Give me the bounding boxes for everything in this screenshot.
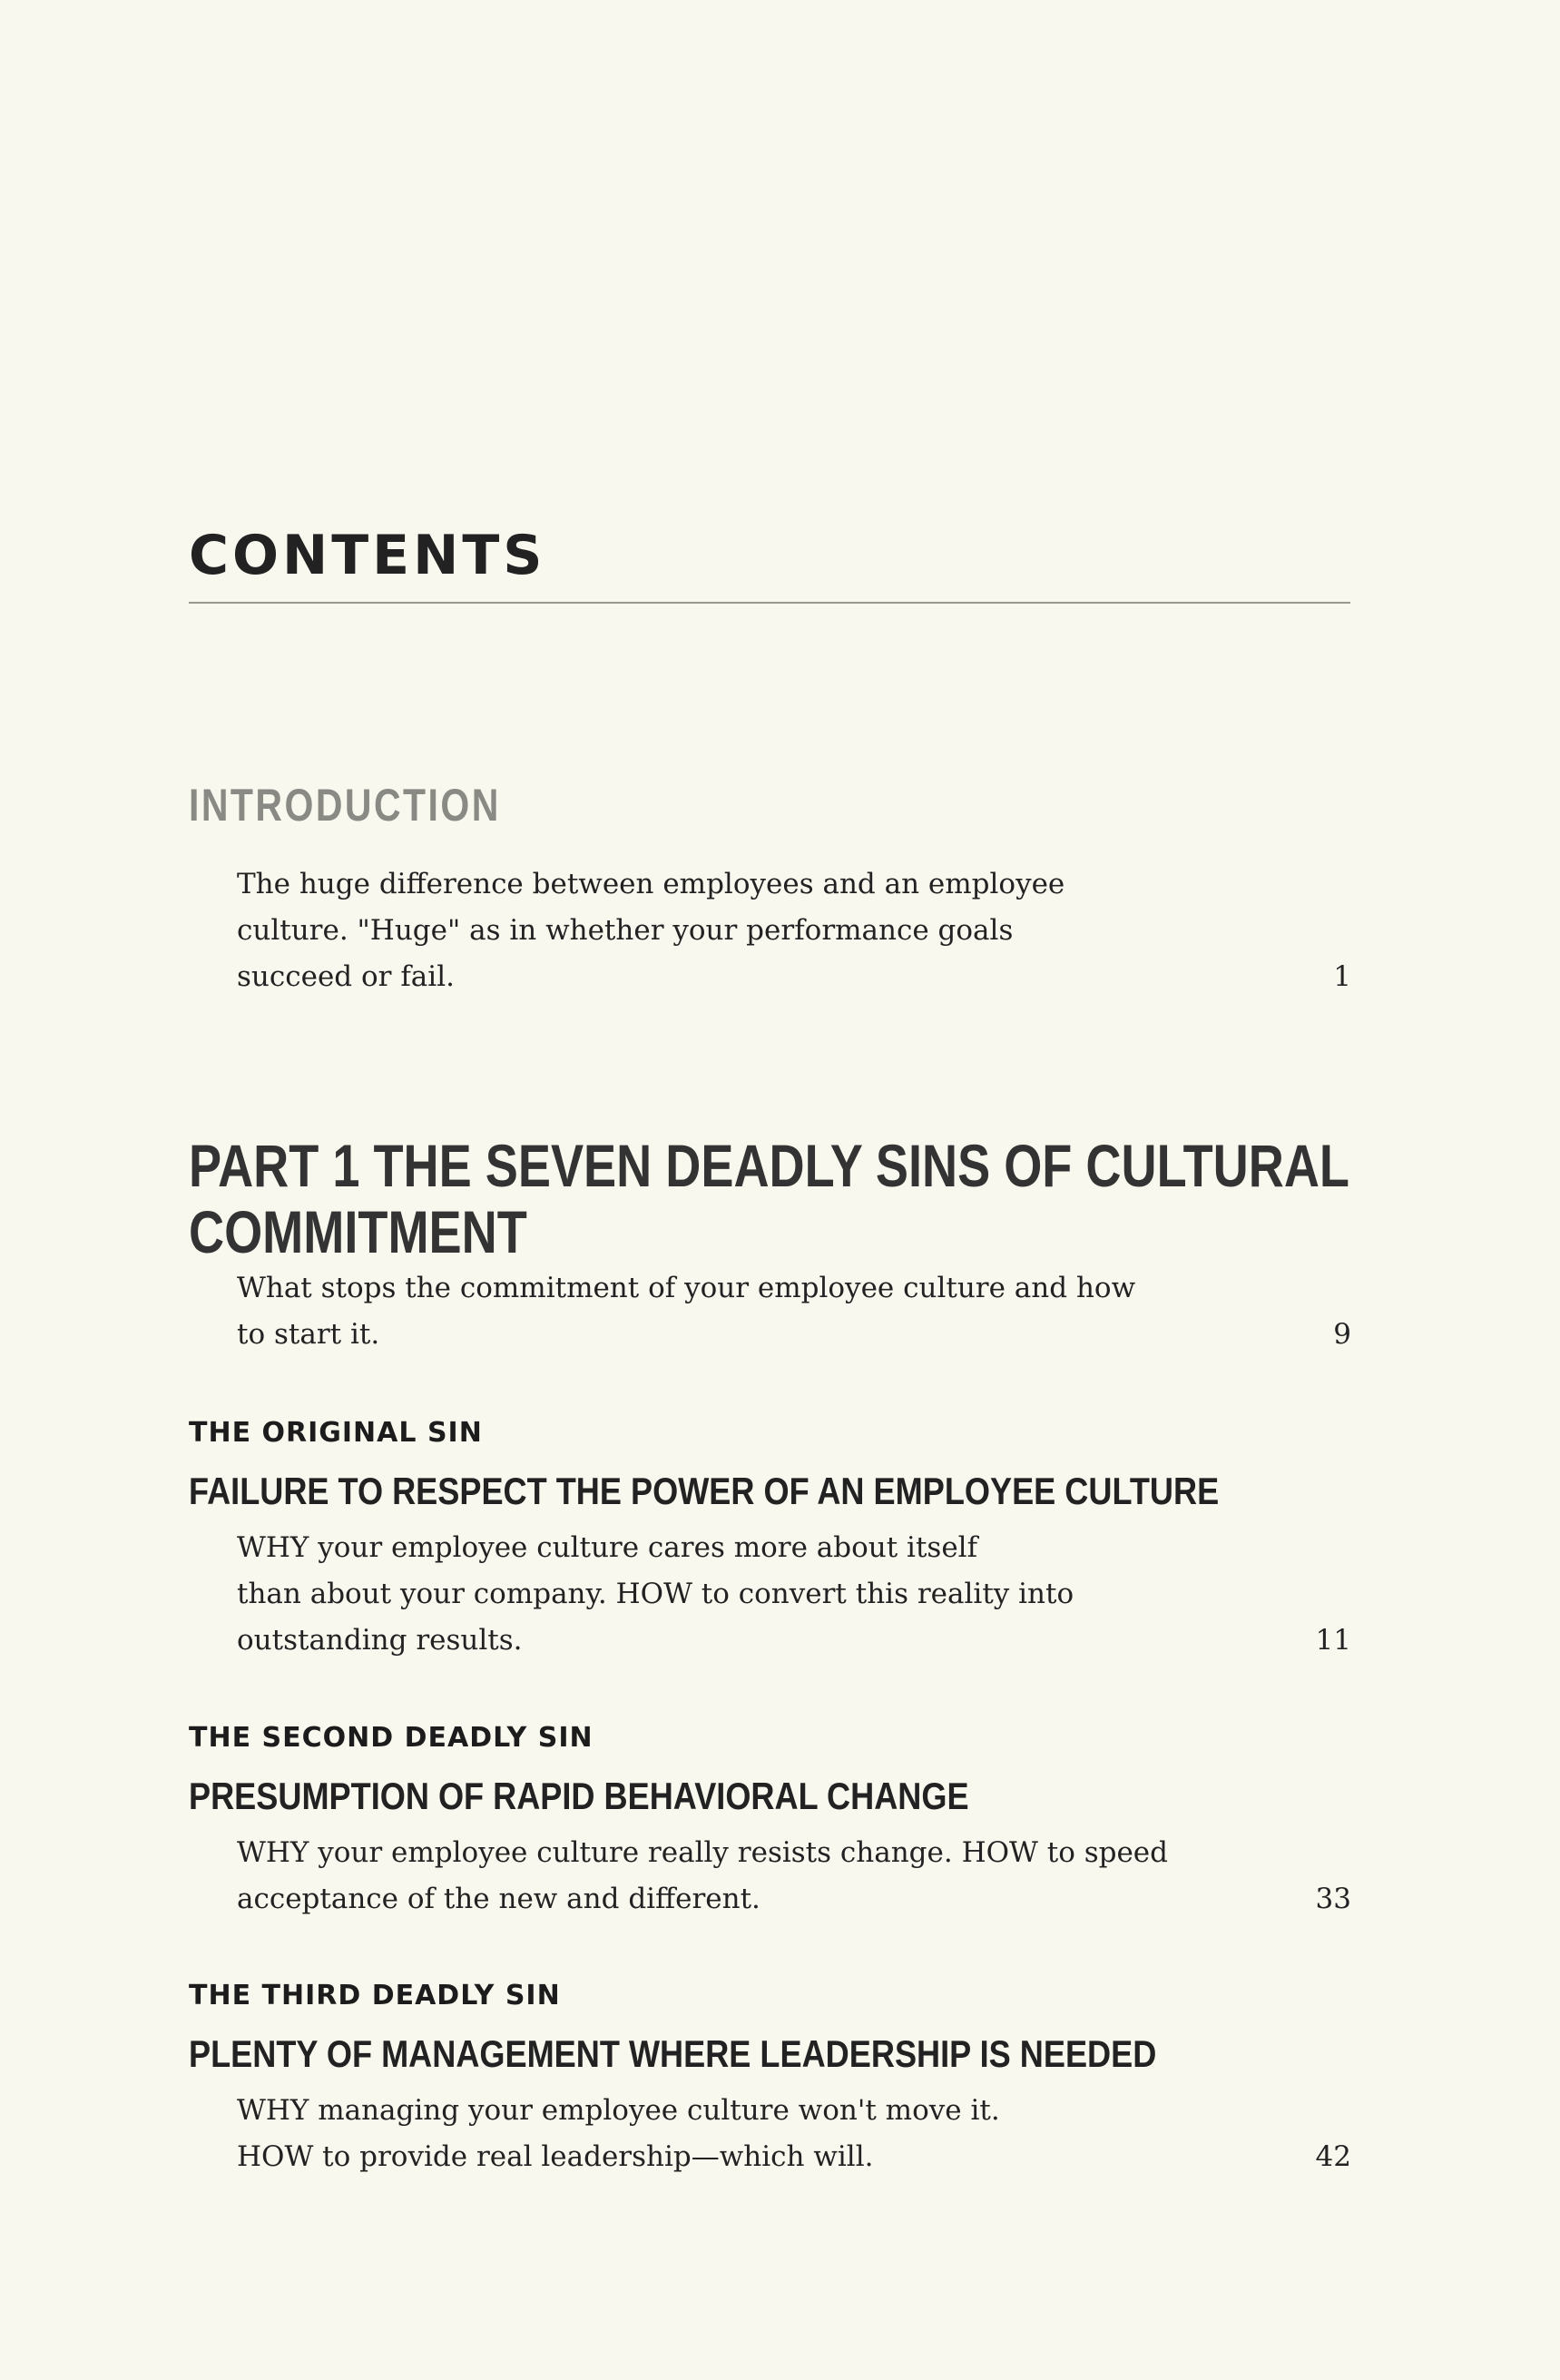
sin-description-line: than about your company. HOW to convert this reality into bbox=[237, 1578, 1074, 1610]
part1-heading-line: PART 1 THE SEVEN DEADLY SINS OF CULTURAL bbox=[189, 1132, 1349, 1199]
sin-description-line: WHY managing your employee culture won't move it. bbox=[237, 2094, 1000, 2127]
sin-page-number: 33 bbox=[1315, 1883, 1351, 1915]
sin-page-number: 42 bbox=[1315, 2140, 1351, 2173]
part1-heading-line: COMMITMENT bbox=[189, 1198, 527, 1265]
introduction-description-line: succeed or fail. bbox=[237, 960, 455, 993]
sin-title: PLENTY OF MANAGEMENT WHERE LEADERSHIP IS NEEDED bbox=[189, 2032, 1157, 2075]
introduction-heading: INTRODUCTION bbox=[189, 780, 501, 831]
sin-description-line: HOW to provide real leadership—which will. bbox=[237, 2140, 874, 2173]
part1-description-line: What stops the commitment of your employee culture and how bbox=[237, 1272, 1136, 1304]
title-divider bbox=[189, 602, 1350, 604]
sin-description-line: WHY your employee culture cares more about itself bbox=[237, 1531, 978, 1564]
sin-label: THE THIRD DEADLY SIN bbox=[189, 1980, 561, 2011]
contents-title: CONTENTS bbox=[189, 524, 546, 587]
sin-label: THE ORIGINAL SIN bbox=[189, 1417, 483, 1449]
introduction-description-line: culture. "Huge" as in whether your performance goals bbox=[237, 914, 1014, 947]
introduction-description-line: The huge difference between employees and an employee bbox=[237, 868, 1065, 900]
part1-page-number: 9 bbox=[1333, 1318, 1351, 1351]
sin-description-line: WHY your employee culture really resists change. HOW to speed bbox=[237, 1836, 1168, 1869]
sin-description-line: outstanding results. bbox=[237, 1624, 523, 1657]
introduction-page-number: 1 bbox=[1333, 960, 1351, 993]
sin-page-number: 11 bbox=[1315, 1624, 1351, 1657]
sin-description-line: acceptance of the new and different. bbox=[237, 1883, 760, 1915]
sin-label: THE SECOND DEADLY SIN bbox=[189, 1722, 594, 1754]
sin-title: FAILURE TO RESPECT THE POWER OF AN EMPLOYEE CULTURE bbox=[189, 1470, 1220, 1512]
part1-description-line: to start it. bbox=[237, 1318, 380, 1351]
sin-title: PRESUMPTION OF RAPID BEHAVIORAL CHANGE bbox=[189, 1775, 969, 1817]
part1-heading bbox=[189, 1132, 1349, 1265]
